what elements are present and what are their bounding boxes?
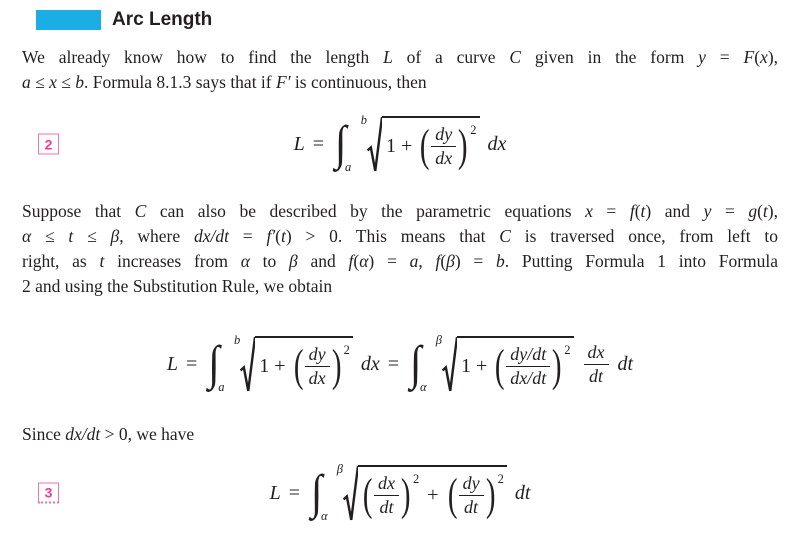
- radical-sign-icon: [240, 336, 255, 392]
- math-inline: t: [640, 201, 646, 221]
- exponent: 2: [470, 122, 477, 137]
- fraction-denominator: dt: [589, 365, 604, 386]
- math-inline: α: [359, 251, 369, 271]
- math-inline: t: [762, 201, 768, 221]
- fraction-numerator: dx: [584, 342, 609, 365]
- radical-sign-icon: [343, 465, 358, 521]
- text-run: ,: [418, 251, 436, 271]
- paragraph-since: [22, 422, 778, 447]
- square-root: [367, 116, 480, 172]
- math-inline: a: [409, 251, 419, 271]
- text-run: increases from: [104, 251, 241, 271]
- exponent: 2: [343, 342, 350, 357]
- text-run: ≤: [31, 226, 69, 246]
- text-run: 2 and using the Substitution Rule, we obtain: [22, 276, 333, 296]
- math-inline: f: [348, 251, 354, 271]
- radical-sign-icon: [367, 116, 382, 172]
- fraction-denominator: dx: [435, 148, 453, 168]
- math-inline: α: [240, 251, 250, 271]
- fraction-numerator: dy: [431, 124, 456, 147]
- text-run: (: [757, 201, 763, 221]
- math-inline: b: [75, 72, 84, 92]
- text-run: (: [634, 201, 641, 221]
- text-run: =: [228, 226, 267, 246]
- integral-upper-limit: b: [360, 113, 367, 127]
- fraction-numerator: dy: [459, 473, 484, 496]
- square-root: [343, 465, 507, 521]
- fraction-dx-dt: [374, 473, 399, 517]
- math-inline: β: [446, 251, 455, 271]
- var-L: L: [166, 352, 179, 375]
- fraction-dy-dx: [431, 124, 456, 168]
- close-paren: ): [458, 120, 468, 171]
- fraction-dy-dt: [459, 473, 484, 517]
- math-inline: f: [435, 251, 441, 271]
- section-title: Arc Length: [112, 9, 213, 30]
- text-run: We already know how to find the length: [22, 47, 384, 67]
- text-run: ) =: [368, 251, 410, 271]
- integral-upper-limit: b: [234, 333, 241, 347]
- text-run: , where: [119, 226, 194, 246]
- text-run: ) > 0. This means that: [285, 226, 500, 246]
- text-line: [22, 45, 778, 70]
- fraction-dy-dx: [305, 344, 330, 388]
- math-inline: x: [49, 72, 57, 92]
- integral-lower-limit: α: [321, 509, 328, 523]
- one-plus: 1 +: [259, 355, 286, 377]
- section-header: [36, 9, 800, 30]
- equation-number-3: 3: [38, 483, 59, 504]
- paren-group: [447, 469, 496, 520]
- math-inline: x: [760, 47, 768, 67]
- integral-sign: ∫: [334, 117, 347, 171]
- exponent: 2: [564, 342, 571, 357]
- equation-mid-row: [0, 315, 800, 413]
- text-run: given in the form: [521, 47, 699, 67]
- text-run: (: [754, 47, 761, 67]
- equation-3-row: [0, 451, 800, 535]
- text-run: is continuous, then: [290, 72, 427, 92]
- math-inline: a: [22, 72, 31, 92]
- math-inline: β: [110, 226, 120, 246]
- math-inline: L: [383, 47, 393, 67]
- text-run: Suppose that: [22, 201, 135, 221]
- equals-sign: =: [288, 481, 301, 504]
- close-paren: ): [400, 469, 411, 520]
- fraction-dx-dt: [584, 342, 609, 386]
- text-line: [22, 249, 778, 274]
- math-inline: α: [22, 226, 32, 246]
- math-inline: dx/dt: [193, 226, 229, 246]
- math-inline: y: [703, 201, 712, 221]
- fraction-numerator: dx: [374, 473, 399, 496]
- integral-lower-limit: a: [218, 380, 225, 394]
- radicand: [358, 465, 507, 521]
- math-inline: f: [629, 201, 635, 221]
- text-run: ≤: [73, 226, 111, 246]
- fraction-numerator: dy/dt: [506, 344, 550, 367]
- plus-sign: +: [427, 484, 439, 506]
- text-run: =: [711, 201, 749, 221]
- fraction-numerator: dy: [305, 344, 330, 367]
- text-run: right, as: [22, 251, 100, 271]
- open-paren: (: [293, 340, 304, 391]
- math-inline: dx/dt: [65, 424, 101, 444]
- var-L: L: [293, 132, 305, 155]
- math-inline: t: [280, 226, 286, 246]
- differential-dt: dt: [514, 481, 531, 504]
- text-line: [22, 274, 778, 299]
- text-run: . Putting Formula 1 into Formula: [504, 251, 779, 271]
- math-inline: x: [585, 201, 593, 221]
- paren-group: [419, 120, 468, 171]
- text-run: ≤: [30, 72, 50, 92]
- open-paren: (: [362, 469, 373, 520]
- math-inline: β: [289, 251, 298, 271]
- text-run: (: [353, 251, 360, 271]
- close-paren: ): [331, 340, 342, 391]
- paren-group: [362, 469, 411, 520]
- text-line: [22, 199, 778, 224]
- one-plus: 1 +: [461, 355, 488, 377]
- text-run: ≤: [56, 72, 76, 92]
- text-run: > 0, we have: [100, 424, 195, 444]
- radicand: [457, 336, 574, 392]
- text-run: ),: [767, 47, 779, 67]
- text-run: and: [297, 251, 349, 271]
- differential-dt: dt: [617, 352, 634, 375]
- integral-lower-limit: α: [420, 380, 427, 394]
- math-inline: F′: [276, 72, 291, 92]
- radicand: [382, 116, 480, 172]
- fraction-denominator: dx/dt: [510, 368, 547, 388]
- text-run: (: [440, 251, 447, 271]
- math-inline: f′: [266, 226, 276, 246]
- equation-2-row: [0, 103, 800, 185]
- text-run: =: [705, 47, 744, 67]
- open-paren: (: [495, 340, 505, 391]
- paren-group: [293, 340, 342, 391]
- section-accent-bar: [36, 10, 101, 30]
- exponent: 2: [497, 471, 504, 486]
- square-root: [240, 336, 353, 392]
- open-paren: (: [420, 120, 430, 171]
- integral-sign: ∫: [410, 337, 422, 391]
- square-root: [442, 336, 574, 392]
- text-run: to: [249, 251, 290, 271]
- integral: [409, 333, 442, 394]
- close-paren: ): [552, 340, 562, 391]
- math-inline: b: [496, 251, 505, 271]
- math-inline: C: [509, 47, 522, 67]
- paragraph-parametric: [22, 199, 778, 299]
- math-inline: C: [134, 201, 147, 221]
- math-inline: F: [743, 47, 755, 67]
- differential-dx: dx: [487, 132, 507, 155]
- integral-sign: ∫: [311, 466, 323, 520]
- text-run: ) =: [454, 251, 497, 271]
- var-L: L: [269, 481, 281, 504]
- math-inline: t: [68, 226, 74, 246]
- text-run: of a curve: [392, 47, 510, 67]
- text-run: Since: [22, 424, 66, 444]
- radicand: [255, 336, 353, 392]
- equation-number-2: 2: [38, 134, 59, 155]
- one-plus: 1 +: [385, 135, 413, 157]
- math-inline: g: [748, 201, 758, 221]
- text-run: . Formula 8.1.3 says that if: [84, 72, 276, 92]
- text-run: =: [592, 201, 630, 221]
- exponent: 2: [413, 471, 420, 486]
- differential-dx: dx: [360, 352, 380, 375]
- text-run: (: [275, 226, 281, 246]
- fraction-dydt-dxdt: [506, 344, 550, 388]
- equation-mid: [167, 335, 633, 393]
- integral-upper-limit: β: [435, 333, 442, 347]
- equals-sign: =: [387, 352, 399, 375]
- integral: [334, 113, 367, 174]
- equals-sign: =: [312, 132, 324, 155]
- radical-sign-icon: [442, 336, 457, 392]
- integral-lower-limit: a: [344, 160, 352, 174]
- fraction-denominator: dx: [308, 368, 326, 388]
- integral: [207, 333, 241, 394]
- paren-group: [494, 340, 562, 391]
- text-line: [22, 422, 778, 447]
- equation-2: [294, 115, 507, 173]
- integral-upper-limit: β: [336, 462, 344, 476]
- text-line: [22, 70, 778, 95]
- math-inline: y: [698, 47, 706, 67]
- equals-sign: =: [186, 352, 198, 375]
- text-line: [22, 224, 778, 249]
- text-run: is traversed once, from left to: [510, 226, 778, 246]
- fraction-denominator: dt: [379, 497, 394, 517]
- open-paren: (: [447, 469, 458, 520]
- integral-sign: ∫: [208, 337, 220, 391]
- text-run: ),: [767, 201, 778, 221]
- close-paren: ): [485, 469, 496, 520]
- integral: [310, 462, 344, 523]
- fraction-denominator: dt: [464, 497, 479, 517]
- math-inline: C: [499, 226, 511, 246]
- text-run: can also be described by the parametric equations: [146, 201, 586, 221]
- equation-3: [270, 464, 531, 522]
- paragraph-intro: [22, 45, 778, 95]
- text-run: ) and: [645, 201, 704, 221]
- math-inline: t: [99, 251, 105, 271]
